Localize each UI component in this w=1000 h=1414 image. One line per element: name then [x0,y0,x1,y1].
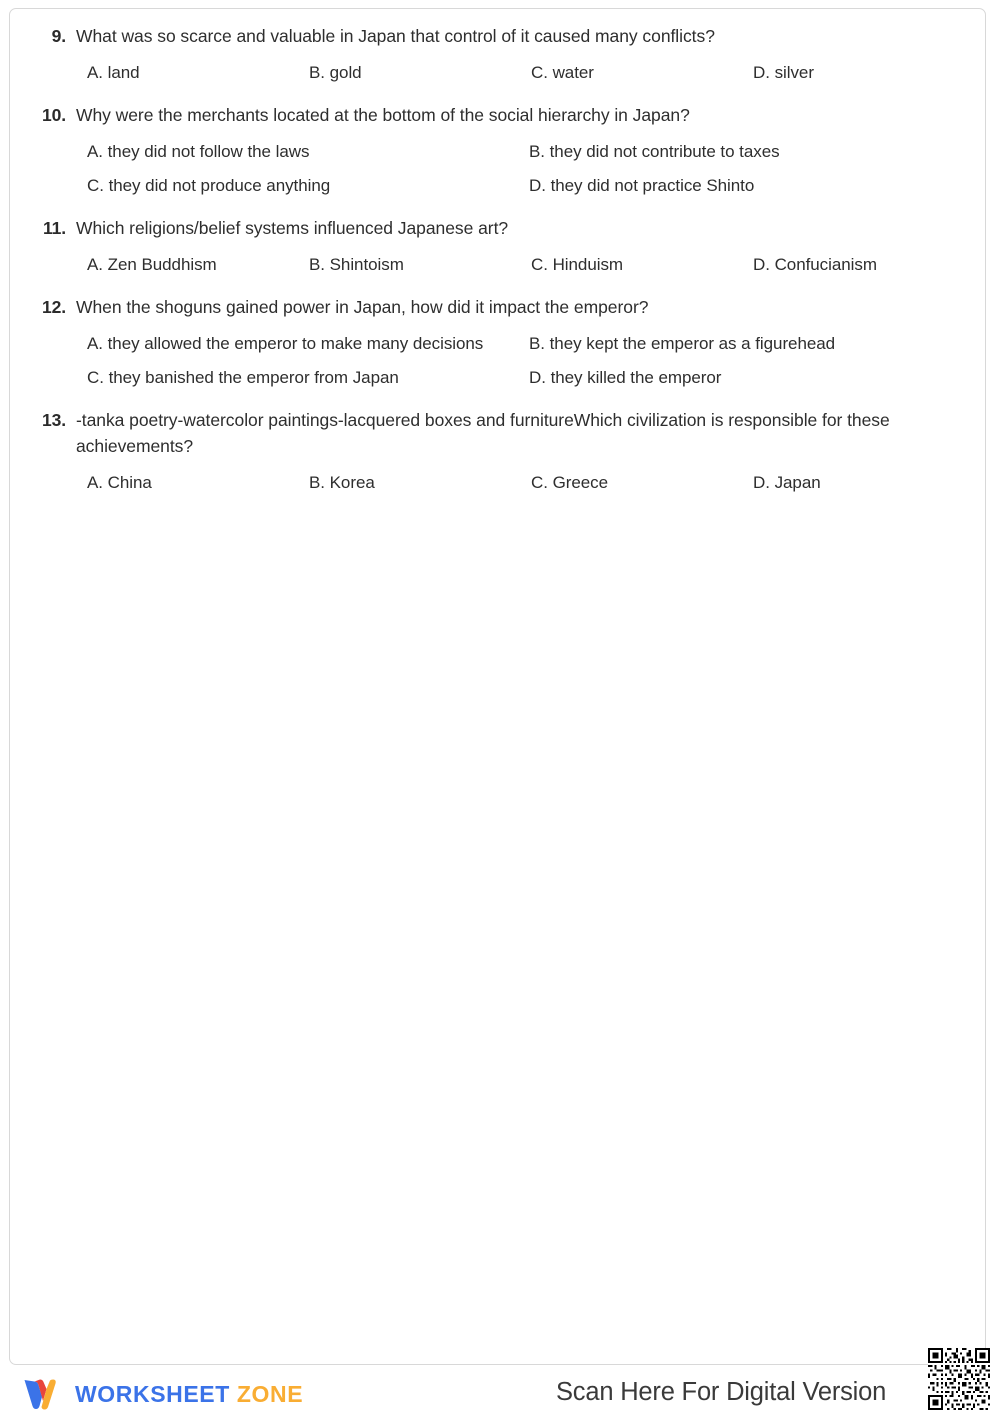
question-text: When the shoguns gained power in Japan, how did it impact the emperor? [76,297,649,317]
option-d[interactable]: D. they killed the emperor [529,368,722,387]
options-row [87,173,971,198]
option-a[interactable]: A. they allowed the emperor to make many decisions [87,334,484,353]
option-c[interactable]: C. Greece [531,473,609,492]
option-d[interactable]: D. they did not practice Shinto [529,176,755,195]
option-b[interactable]: B. Korea [309,473,375,492]
question-number: 10. [41,105,66,125]
options-list [76,252,971,277]
question-block-9 [26,23,971,85]
option-c[interactable]: C. Hinduism [531,255,624,274]
option-b[interactable]: B. they kept the emperor as a figurehead [529,334,836,353]
worksheet-page [9,8,986,1365]
options-row [87,470,971,495]
scan-here-text: Scan Here For Digital Version [556,1378,887,1406]
options-list [76,60,971,85]
brand-name-primary: WORKSHEET [75,1380,230,1407]
question-number: 9. [51,26,66,46]
option-b[interactable]: B. Shintoism [309,255,404,274]
page-footer [0,1368,1000,1414]
question-block-12 [26,294,971,390]
options-list [76,331,971,390]
qr-code-icon[interactable] [928,1348,990,1410]
options-row [87,60,971,85]
question-text: What was so scarce and valuable in Japan that control of it caused many conflicts? [76,26,715,46]
option-a[interactable]: A. Zen Buddhism [87,255,217,274]
options-row [87,139,971,164]
option-a[interactable]: A. they did not follow the laws [87,142,310,161]
options-row [87,365,971,390]
option-d[interactable]: D. Confucianism [753,255,877,274]
worksheet-zone-w-logo-icon [22,1377,64,1411]
option-c[interactable]: C. they banished the emperor from Japan [87,368,399,387]
question-number: 11. [42,218,66,238]
options-list [76,470,971,495]
option-c[interactable]: C. water [531,63,594,82]
question-number: 12. [41,297,66,317]
options-list [76,139,971,198]
question-number: 13. [41,410,66,430]
option-d[interactable]: D. Japan [753,473,821,492]
brand-name-secondary: ZONE [236,1380,304,1407]
option-b[interactable]: B. gold [309,63,362,82]
option-b[interactable]: B. they did not contribute to taxes [529,142,780,161]
question-block-10 [26,102,971,198]
questions-area [26,23,971,507]
option-a[interactable]: A. land [87,63,140,82]
option-c[interactable]: C. they did not produce anything [87,176,331,195]
question-text: -tanka poetry-watercolor paintings-lacquered boxes and furnitureWhich civilization is responsible for these achievements? [76,410,890,456]
option-d[interactable]: D. silver [753,63,814,82]
question-text: Why were the merchants located at the bottom of the social hierarchy in Japan? [76,105,690,125]
question-block-11 [26,215,971,277]
options-row [87,252,971,277]
option-a[interactable]: A. China [87,473,152,492]
brand-logo[interactable] [22,1374,303,1414]
options-row [87,331,971,356]
question-block-13 [26,407,971,495]
question-text: Which religions/belief systems influenced Japanese art? [76,218,509,238]
